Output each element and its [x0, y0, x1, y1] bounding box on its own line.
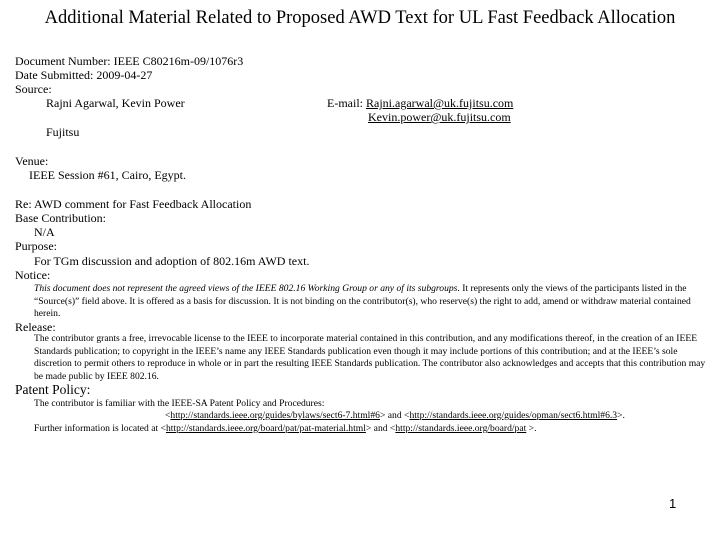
release-label: Release: — [15, 320, 56, 334]
affiliation: Fujitsu — [46, 125, 80, 139]
notice-text — [34, 283, 714, 321]
patent-bracket: < — [165, 410, 171, 421]
page-title: Additional Material Related to Proposed AWD Text for UL Fast Feedback Allocation — [44, 8, 676, 28]
patent-end: >. — [617, 410, 625, 421]
notice-italic: This document does not represent the agreed views of the IEEE 802.16 Working Group or any of its subgroups — [34, 283, 458, 294]
patent-further-info: Further information is located at < — [34, 423, 166, 434]
patent-line-2 — [165, 410, 625, 423]
venue-label: Venue: — [15, 154, 49, 168]
base-contribution-value: N/A — [34, 225, 55, 239]
patent-and: > and < — [379, 410, 410, 421]
re-line: Re: AWD comment for Fast Feedback Allocation — [15, 197, 252, 211]
opman-link[interactable]: http://standards.ieee.org/guides/opman/sect6.html#6.3 — [409, 410, 618, 421]
board-pat-link[interactable]: http://standards.ieee.org/board/pat — [395, 423, 527, 434]
notice-rest: . It represents only the views of the participants listed in the “Source(s)” field above. It is offered as a basis for discussion. It is not binding on the contributor(s), who reserve(s) the right to add, amend or withdraw material contained herein. — [34, 283, 691, 319]
venue-value: IEEE Session #61, Cairo, Egypt. — [29, 168, 186, 182]
patent-policy-label: Patent Policy: — [15, 382, 91, 397]
pat-material-link[interactable]: http://standards.ieee.org/board/pat/pat-material.html — [165, 423, 366, 434]
patent-line-1: The contributor is familiar with the IEEE-SA Patent Policy and Procedures: — [34, 398, 325, 409]
notice-label: Notice: — [15, 268, 51, 282]
email-link-kevin-text[interactable]: Kevin.power@uk.fujitsu.com — [368, 110, 511, 124]
patent-line-3 — [34, 423, 536, 436]
release-text: The contributor grants a free, irrevocable license to the IEEE to incorporate material contained in this contribution, and any modifications thereof, in the creation of an IEEE Standards publication; to copyright in the IEEE’s name any IEEE Standards publication even though it may include portions of this contribution; and at the IEEE’s sole discretion to permit others to reproduce in whole or in part the resulting IEEE Standards publication. The contributor also acknowledges and accepts that this contribution may be made public by IEEE 802.16. — [34, 333, 706, 382]
email-label: E-mail: — [327, 96, 363, 110]
email-link-rajni[interactable]: Rajni.agarwal@uk.fujitsu.com — [366, 96, 514, 110]
page-number: 1 — [669, 496, 677, 511]
date-submitted: Date Submitted: 2009-04-27 — [15, 68, 153, 82]
bylaws-link[interactable]: http://standards.ieee.org/guides/bylaws/sect6-7.html#6 — [170, 410, 380, 421]
document-number: Document Number: IEEE C80216m-09/1076r3 — [15, 54, 244, 68]
purpose-value: For TGm discussion and adoption of 802.16m AWD text. — [34, 254, 310, 268]
patent-and-2: > and < — [365, 423, 396, 434]
source-label: Source: — [15, 82, 52, 96]
patent-end-2: >. — [526, 423, 537, 434]
authors: Rajni Agarwal, Kevin Power — [46, 96, 185, 110]
email-row — [327, 96, 513, 110]
base-contribution-label: Base Contribution: — [15, 211, 106, 225]
email-link-kevin[interactable] — [368, 110, 511, 124]
purpose-label: Purpose: — [15, 239, 57, 253]
